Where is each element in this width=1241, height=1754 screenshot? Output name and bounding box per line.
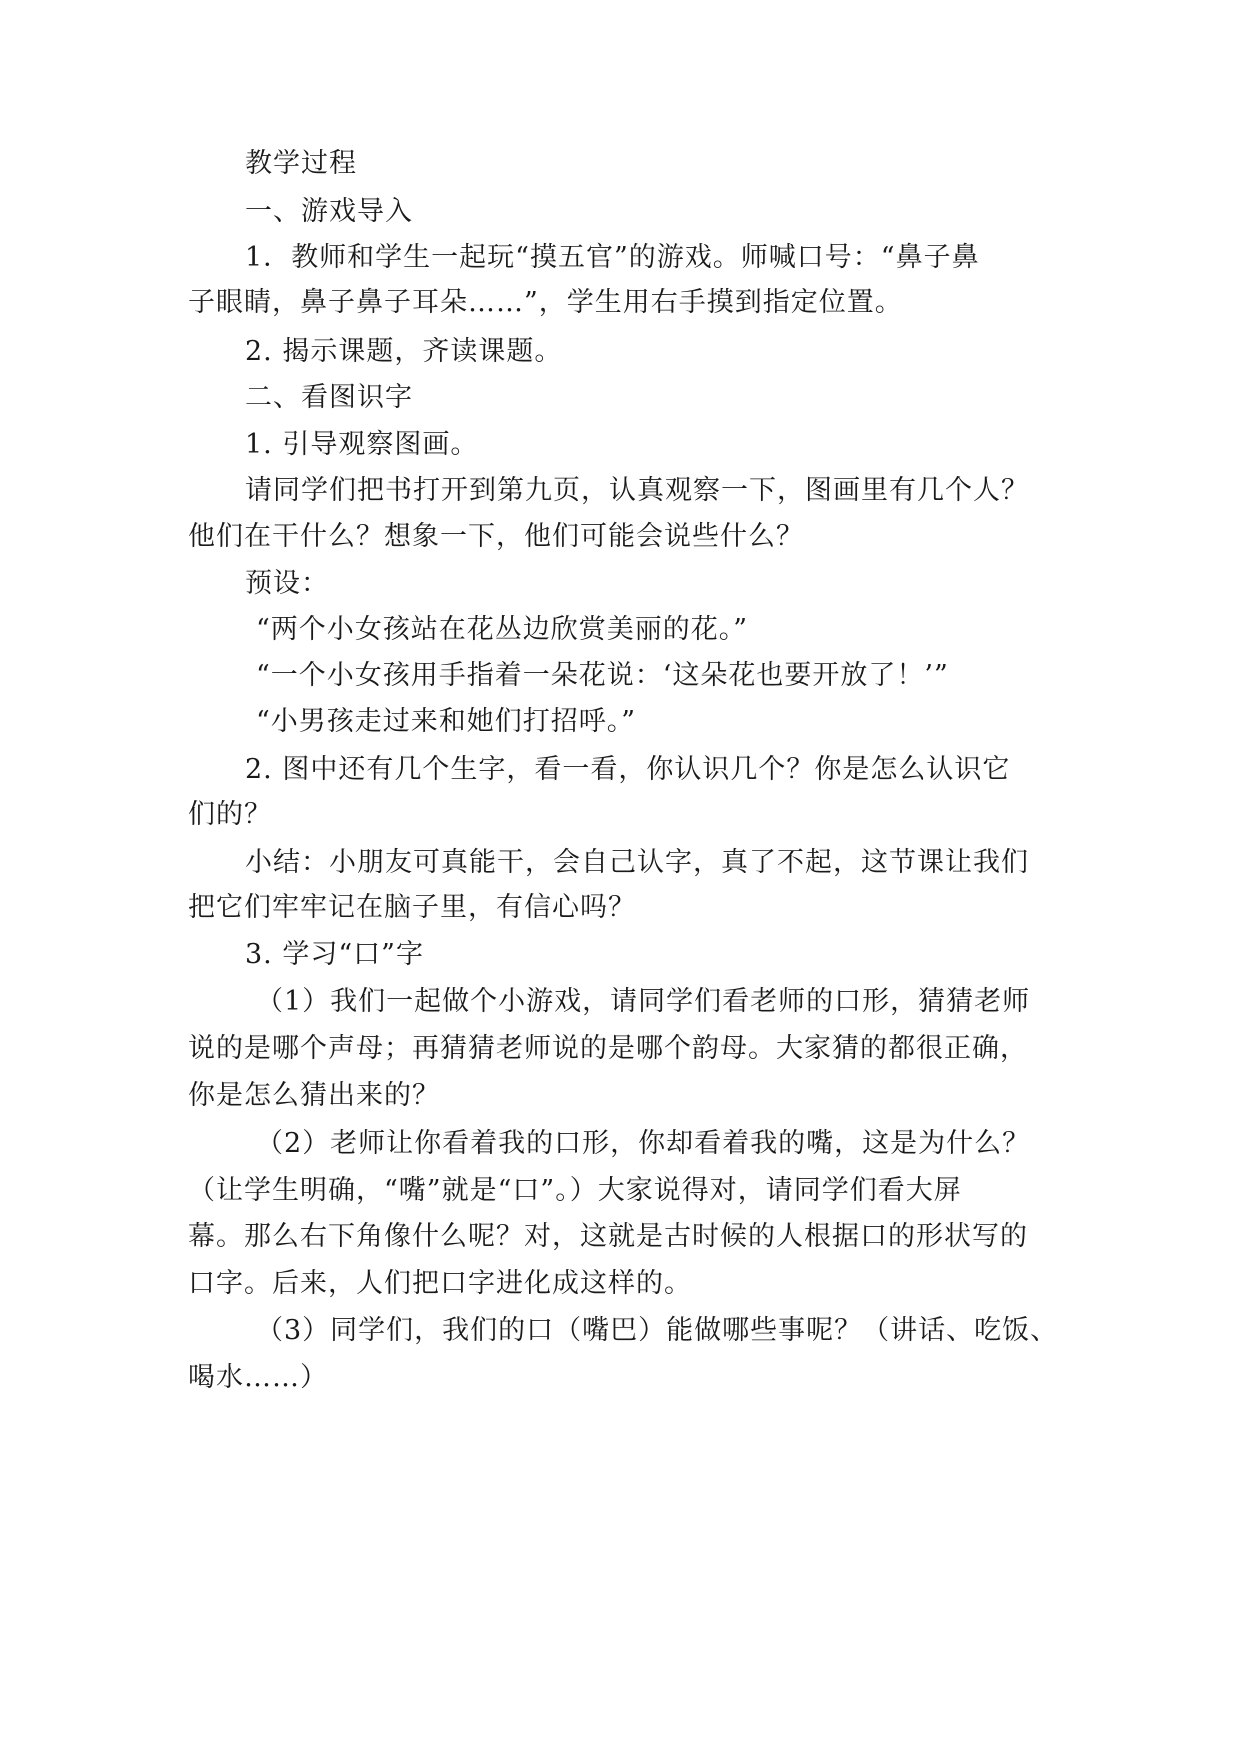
quote-line: “两个小女孩站在花丛边欣赏美丽的花。” [256, 614, 749, 645]
paragraph-line: 子眼睛，鼻子鼻子耳朵……”，学生用右手摸到指定位置。 [188, 287, 903, 318]
quote-line: “小男孩走过来和她们打招呼。” [256, 706, 637, 737]
section-heading-teaching-process: 教学过程 [245, 148, 357, 179]
paragraph-line: 1．教师和学生一起玩“摸五官”的游戏。师喊口号：“鼻子鼻 [245, 242, 980, 273]
paragraph-line: 把它们牢牢记在脑子里，有信心吗？ [188, 892, 636, 923]
paragraph-line: 2. 图中还有几个生字，看一看，你认识几个？你是怎么认识它 [245, 754, 1011, 785]
paragraph-line: 你是怎么猜出来的？ [188, 1080, 440, 1111]
paragraph-line: 他们在干什么？想象一下，他们可能会说些什么？ [188, 521, 804, 552]
paragraph-line: 小结：小朋友可真能干，会自己认字，真了不起，这节课让我们 [245, 847, 1029, 878]
paragraph-line: 预设： [245, 568, 329, 599]
paragraph-line: （1）我们一起做个小游戏，请同学们看老师的口形，猜猜老师 [256, 986, 1031, 1017]
section-heading-picture-literacy: 二、看图识字 [245, 382, 413, 413]
paragraph-line: 喝水……） [188, 1362, 328, 1393]
section-heading-game-intro: 一、游戏导入 [245, 196, 413, 227]
paragraph-line: 口字。后来，人们把口字进化成这样的。 [188, 1268, 692, 1299]
paragraph-line: 幕。那么右下角像什么呢？对，这就是古时候的人根据口的形状写的 [188, 1221, 1028, 1252]
paragraph-line: 3. 学习“口”字 [245, 939, 424, 970]
paragraph-line: （2）老师让你看着我的口形，你却看着我的嘴，这是为什么？ [256, 1128, 1031, 1159]
paragraph-line: 1. 引导观察图画。 [245, 429, 479, 460]
paragraph-line: 们的？ [188, 799, 272, 830]
paragraph-line: 2. 揭示课题，齐读课题。 [245, 336, 563, 367]
paragraph-line: （让学生明确，“嘴”就是“口”。）大家说得对，请同学们看大屏 [188, 1175, 962, 1206]
paragraph-line: 说的是哪个声母；再猜猜老师说的是哪个韵母。大家猜的都很正确， [188, 1033, 1028, 1064]
paragraph-line: 请同学们把书打开到第九页，认真观察一下，图画里有几个人？ [245, 475, 1029, 506]
paragraph-line: （3）同学们，我们的口（嘴巴）能做哪些事呢？（讲话、吃饭、 [256, 1315, 1059, 1346]
quote-line: “一个小女孩用手指着一朵花说：‘这朵花也要开放了！’” [256, 660, 949, 691]
